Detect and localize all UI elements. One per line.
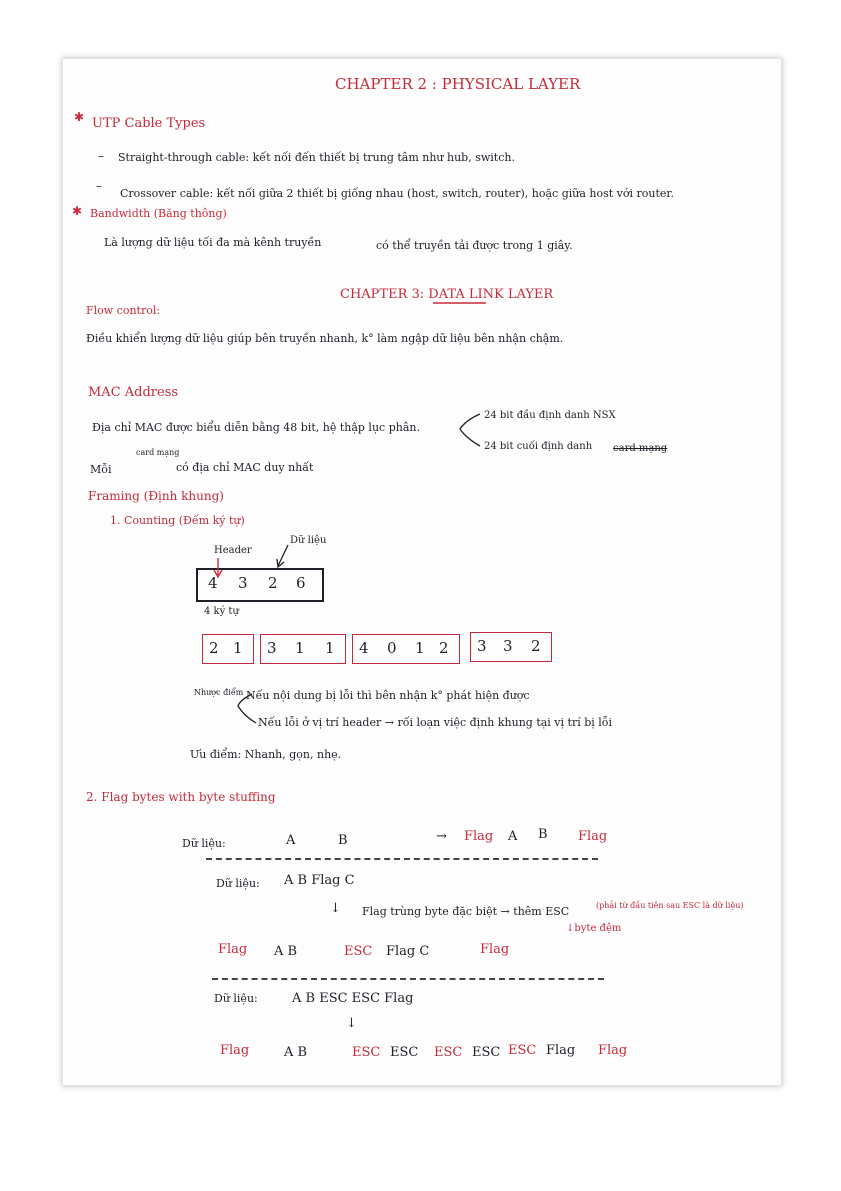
frame-main-cell: 3 — [238, 574, 248, 592]
frame-cell: 0 — [387, 639, 397, 657]
ex2-note: Flag trùng byte đặc biệt → thêm ESC — [362, 905, 570, 918]
ex1-a: A — [286, 833, 296, 848]
ex3-r-flag-b: Flag — [546, 1043, 576, 1058]
ex2-r-flag1: Flag — [218, 942, 248, 957]
frame-cell: 2 — [209, 639, 219, 657]
utp-crossover: Crossover cable: kết nối giữa 2 thiết bị giống nhau (host, switch, router), hoặc giữa host với router. — [120, 187, 674, 200]
ex1-b: B — [338, 833, 348, 848]
frame-cell: 1 — [415, 639, 425, 657]
dash-bullet: – — [98, 149, 104, 163]
frame-cell: 2 — [439, 639, 449, 657]
ex3-r-flag2: Flag — [598, 1043, 628, 1058]
framing-heading: Framing (Định khung) — [88, 489, 224, 503]
ex1-label: Dữ liệu: — [182, 837, 226, 850]
flow-line: Điều khiển lượng dữ liệu giúp bên truyền nhanh, k° làm ngập dữ liệu bên nhận chậm. — [86, 332, 564, 345]
frame-cell: 2 — [531, 637, 541, 655]
flow-heading: Flow control: — [86, 304, 161, 317]
drawback-label: Nhược điểm — [194, 688, 244, 697]
label-header: Header — [214, 545, 252, 556]
mac-heading: MAC Address — [88, 385, 179, 400]
mac-line1: Địa chỉ MAC được biểu diễn bằng 48 bit, hệ thập lục phân. — [92, 421, 420, 434]
mac-line2-sup: card mạng — [136, 448, 180, 457]
ex3-r-esc3: ESC — [434, 1045, 463, 1060]
advantage: Ưu điểm: Nhanh, gọn, nhẹ. — [190, 748, 342, 761]
mac-branch1: 24 bit đầu định danh NSX — [484, 410, 616, 421]
bullet-star: ✱ — [72, 204, 83, 218]
chapter2-title: CHAPTER 2 : PHYSICAL LAYER — [335, 75, 581, 93]
frame-main-cell: 6 — [296, 574, 306, 592]
mac-branch2: 24 bit cuối định danh — [484, 441, 593, 452]
framing-sub1: 1. Counting (Đếm ký tự) — [110, 514, 245, 527]
ex2-note-arrow: ↓ — [330, 901, 341, 916]
frame-cell: 3 — [503, 637, 513, 655]
ex3-r-flag1: Flag — [220, 1043, 250, 1058]
drawback-1: Nếu nội dung bị lỗi thì bên nhận k° phát hiện được — [246, 689, 530, 702]
mac-line2-b: có địa chỉ MAC duy nhất — [176, 461, 314, 474]
ex2-r-tail: Flag C — [386, 944, 430, 959]
drawback-brace — [238, 694, 256, 723]
frame-cell: 1 — [325, 639, 335, 657]
bandwidth-heading: Bandwidth (Băng thông) — [90, 207, 227, 220]
ex2-r-esc: ESC — [344, 944, 373, 959]
ex3-arrow: ↓ — [346, 1016, 357, 1031]
frame-main-cell: 4 — [208, 574, 218, 592]
frame-cell: 3 — [267, 639, 277, 657]
ex1-rb: B — [538, 827, 548, 842]
frame-cell: 1 — [233, 639, 243, 657]
drawback-2: Nếu lỗi ở vị trí header → rối loạn việc định khung tại vị trí bị lỗi — [258, 716, 613, 729]
bullet-star: ✱ — [74, 110, 85, 124]
ex1-arrow: → — [436, 829, 447, 844]
ex2-items: A B Flag C — [284, 873, 355, 888]
bandwidth-line-b: có thể truyền tải được trong 1 giây. — [376, 239, 573, 252]
ex2-r-flag2: Flag — [480, 942, 510, 957]
ex3-label: Dữ liệu: — [214, 992, 258, 1005]
byte-padding-note: ↓byte đệm — [566, 923, 622, 934]
chapter3-title: CHAPTER 3: DATA LINK LAYER — [340, 287, 554, 302]
ex2-r-mid: A B — [274, 944, 298, 959]
bandwidth-line: Là lượng dữ liệu tối đa mà kênh truyền — [104, 236, 322, 249]
ex2-label: Dữ liệu: — [216, 877, 260, 890]
ex1-flag2: Flag — [578, 829, 608, 844]
mac-line2-a: Mỗi — [90, 463, 112, 476]
mac-brace — [460, 414, 480, 446]
ex3-r-esc2: ESC — [390, 1045, 419, 1060]
dash-bullet: – — [96, 179, 102, 193]
ex3-r-ab: A B — [284, 1045, 308, 1060]
mac-branch2-struck: card mạng — [613, 443, 668, 454]
ex1-flag1: Flag — [464, 829, 494, 844]
four-chars-label: 4 ký tự — [204, 606, 239, 617]
label-data: Dữ liệu — [290, 535, 327, 546]
ex2-note-red: (phải từ đầu tiên sau ESC là dữ liệu) — [596, 901, 744, 910]
utp-straight: Straight-through cable: kết nối đến thiết bị trung tâm như hub, switch. — [118, 151, 515, 164]
frame-cell: 3 — [477, 637, 487, 655]
ex3-items: A B ESC ESC Flag — [292, 991, 414, 1006]
ex1-ra: A — [508, 829, 518, 844]
frame-main-cell: 2 — [268, 574, 278, 592]
frame-cell: 1 — [295, 639, 305, 657]
utp-heading: UTP Cable Types — [92, 116, 206, 131]
ex3-r-esc4: ESC — [472, 1045, 501, 1060]
frame-cell: 4 — [359, 639, 369, 657]
flag-heading: 2. Flag bytes with byte stuffing — [86, 790, 276, 804]
ex3-r-esc1: ESC — [352, 1045, 381, 1060]
ex3-r-esc5: ESC — [508, 1043, 537, 1058]
